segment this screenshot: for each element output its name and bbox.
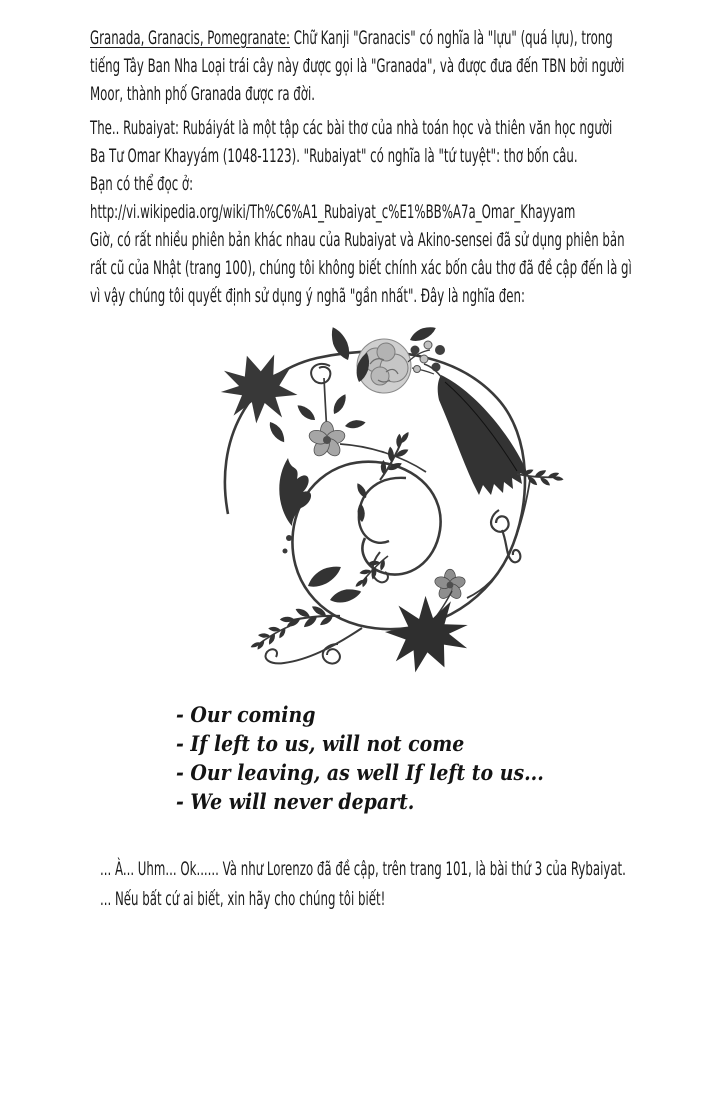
maple-leaf-top-left bbox=[213, 344, 305, 433]
poem-line-4: - We will never depart. bbox=[176, 789, 415, 814]
rubaiyat-poem bbox=[176, 700, 544, 816]
notes-line-4: The.. Rubaiyat: Rubáiyát là một tập các bài thơ của nhà toán học và thiên văn học người bbox=[90, 117, 613, 139]
berry-cluster bbox=[408, 341, 445, 374]
footer-line-1: ... À... Uhm... Ok...... Và như Lorenzo đã đề cập, trên trang 101, là bài thứ 3 của Rybaiyat. bbox=[100, 858, 626, 880]
notes-line-2: tiếng Tây Ban Nha Loại trái cây này được gọi là "Granada", và được đưa đến TBN bởi người bbox=[90, 55, 625, 77]
rose-leaf-right bbox=[408, 326, 438, 345]
notes-line-6: Bạn có thể đọc ở: bbox=[90, 173, 194, 195]
footer-comments bbox=[100, 854, 626, 914]
wikipedia-url: http://vi.wikipedia.org/wiki/Th%C6%A1_Rubaiyat_c%E1%BB%A7a_Omar_Khayyam bbox=[90, 201, 576, 223]
lily-leaf-left bbox=[279, 458, 311, 554]
notes-line-1 bbox=[90, 24, 632, 52]
small-flower-top bbox=[307, 422, 346, 459]
slender-leaf bbox=[304, 561, 344, 592]
mini-leaf bbox=[295, 402, 318, 423]
translator-notes bbox=[90, 24, 632, 310]
poem-line-1: - Our coming bbox=[176, 702, 316, 727]
center-sprig-sw bbox=[348, 554, 395, 591]
notes-line-1-rest: Chữ Kanji "Granacis" có nghĩa là "lựu" (quá lựu), trong bbox=[289, 27, 613, 49]
rose-leaf-left bbox=[327, 326, 354, 363]
maple-leaf-bottom bbox=[375, 583, 480, 685]
poem-line-2: - If left to us, will not come bbox=[176, 731, 465, 756]
notes-line-5: Ba Tư Omar Khayyám (1048-1123). "Rubaiyat" có nghĩa là "tứ tuyệt": thơ bốn câu. bbox=[90, 145, 578, 167]
poem-line-3: - Our leaving, as well If left to us... bbox=[176, 760, 544, 785]
bottom-tendril bbox=[266, 628, 362, 663]
floral-ornament-illustration bbox=[212, 326, 572, 686]
slender-leaf bbox=[328, 586, 362, 606]
floral-spiral-svg bbox=[212, 326, 572, 686]
top-loop-curl bbox=[311, 364, 330, 383]
mini-leaf bbox=[330, 392, 349, 416]
notes-line-9: rất cũ của Nhật (trang 100), chúng tôi không biết chính xác bốn câu thơ đã đề cập đến là gì bbox=[90, 257, 632, 279]
sprig-bottom-left bbox=[277, 595, 341, 644]
notes-line-3: Moor, thành phố Granada được ra đời. bbox=[90, 83, 315, 105]
sprig-bottom-left-2 bbox=[248, 624, 292, 651]
serrated-leaf-right bbox=[424, 364, 529, 495]
right-vine bbox=[467, 480, 530, 598]
granada-term: Granada, Granacis, Pomegranate: bbox=[90, 27, 290, 49]
footer-line-2: ... Nếu bất cứ ai biết, xin hãy cho chúng tôi biết! bbox=[100, 888, 386, 910]
notes-line-10: vì vậy chúng tôi quyết định sử dụng ý nghã "gần nhất". Đây là nghĩa đen: bbox=[90, 285, 525, 307]
small-leaf bbox=[266, 419, 288, 444]
mini-leaf bbox=[344, 419, 366, 430]
notes-line-8: Giờ, có rất nhiều phiên bản khác nhau của Rubaiyat và Akino-sensei đã sử dụng phiên bản bbox=[90, 229, 625, 251]
